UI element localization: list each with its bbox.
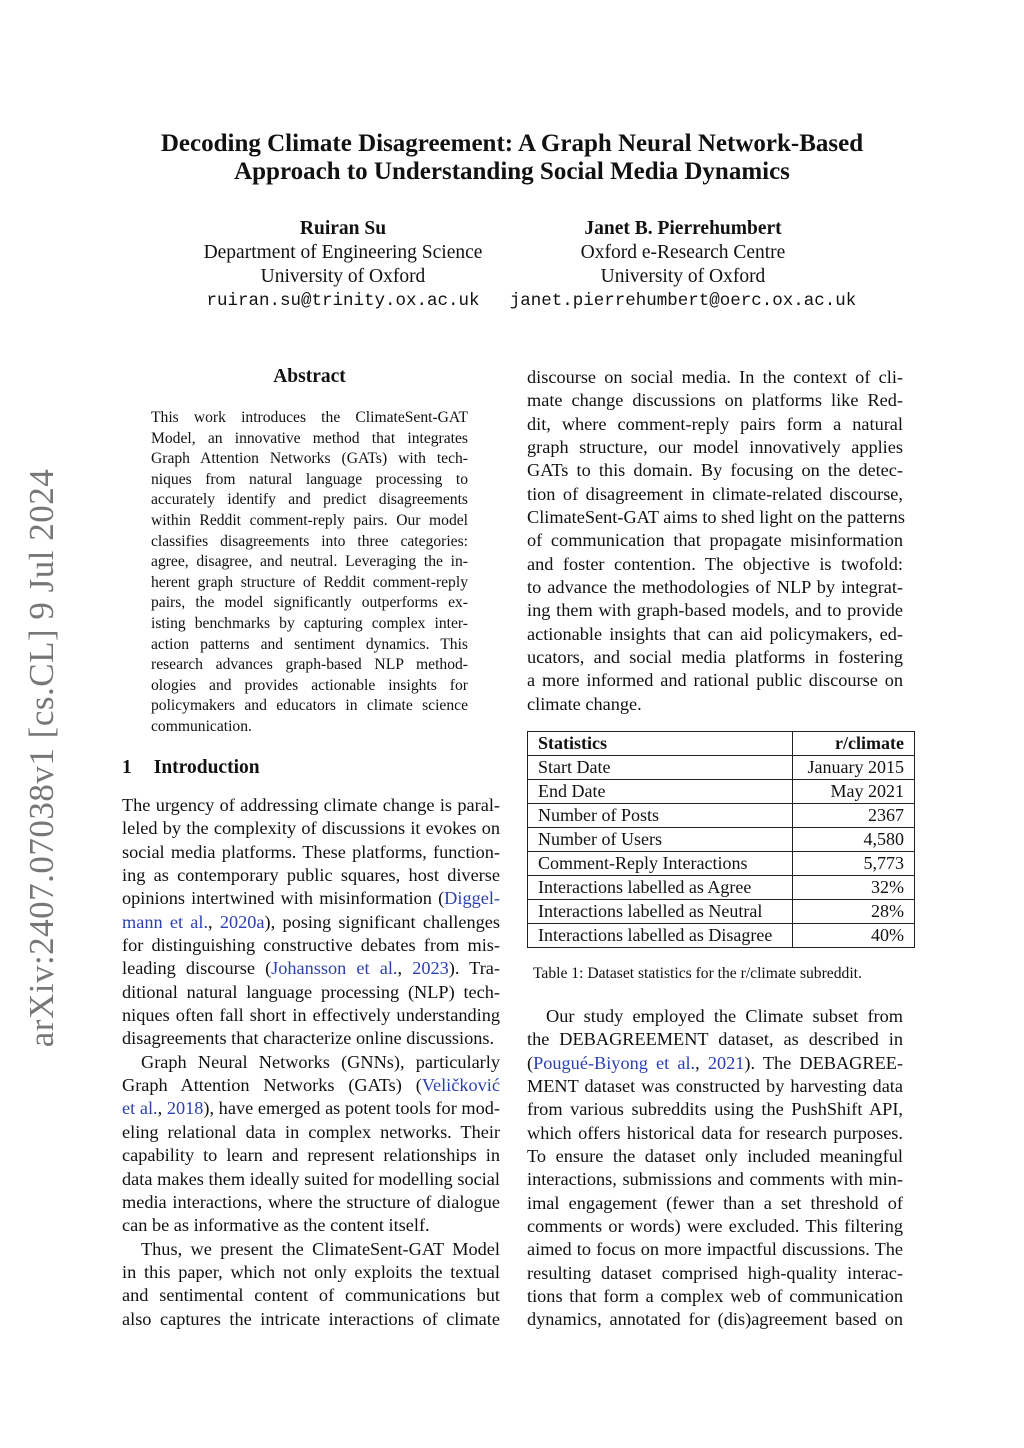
citation-link[interactable]: Johansson et al.: [271, 958, 398, 979]
text-line: of communication that propagate misinformation: [527, 530, 903, 551]
statistics-table: [527, 731, 915, 948]
section-heading: [122, 757, 260, 779]
text-line: disagreements that characterize online discussions.: [122, 1028, 495, 1049]
text-line: classifies disagreements into three categories:: [151, 532, 468, 550]
author-institution: University of Oxford: [600, 266, 766, 287]
citation-link[interactable]: mann et al.: [122, 911, 209, 932]
table-row: [528, 828, 915, 852]
section-title: Introduction: [153, 757, 260, 778]
author-name: Janet B. Pierrehumbert: [584, 218, 782, 239]
text-line: ClimateSent-GAT aims to shed light on the patterns: [527, 507, 905, 528]
abstract-heading: Abstract: [273, 366, 346, 387]
title-line: Approach to Understanding Social Media Dynamics: [234, 158, 790, 185]
text-line: resulting dataset comprised high-quality interac-: [527, 1262, 903, 1283]
text-line: comments or words) were excluded. This filtering: [527, 1216, 903, 1237]
text-line: herent graph structure of Reddit comment-reply: [151, 573, 468, 591]
abstract-body: [151, 408, 468, 738]
text-line: tion of disagreement in climate-related discourse,: [527, 483, 903, 504]
text-line: pairs, the model significantly outperforms ex-: [151, 594, 468, 612]
text-line: accurately identify and predict disagreements: [151, 491, 468, 509]
author-name: Ruiran Su: [299, 218, 387, 239]
author-department: Department of Engineering Science: [203, 242, 483, 263]
text-line: within Reddit comment-reply pairs. Our model: [151, 511, 468, 529]
statistic-value: 5,773: [793, 852, 915, 876]
statistic-value: 4,580: [793, 828, 915, 852]
statistic-value: 2367: [793, 804, 915, 828]
table-caption: Table 1: Dataset statistics for the r/climate subreddit.: [533, 965, 862, 982]
citation-link[interactable]: Pougué-Biyong et al.: [533, 1052, 696, 1073]
text-line: and sentimental content of communications but: [122, 1285, 500, 1306]
statistic-value: January 2015: [793, 756, 915, 780]
left-column-text: [122, 794, 500, 1331]
text-line: communication.: [151, 717, 252, 735]
text-line: Graph Neural Networks (GNNs), particularly: [141, 1051, 500, 1072]
text-line: also captures the intricate interactions of climate: [122, 1308, 500, 1329]
author-department: Oxford e-Research Centre: [580, 242, 786, 263]
text-line: To ensure the dataset only included meaningful: [527, 1146, 903, 1167]
table-row: [528, 780, 915, 804]
text-line: action patterns and sentiment dynamics. This: [151, 635, 468, 653]
citation-link[interactable]: 2020a: [219, 911, 265, 932]
author-institution: University of Oxford: [260, 266, 426, 287]
text-line: Thus, we present the ClimateSent-GAT Model: [141, 1238, 500, 1259]
statistic-label: Interactions labelled as Neutral: [528, 900, 793, 924]
text-line: The urgency of addressing climate change is paral-: [122, 795, 500, 815]
table-header: r/climate: [793, 732, 915, 756]
statistic-value: May 2021: [793, 780, 915, 804]
text-line: imal engagement (fewer than a set threshold of: [527, 1192, 903, 1213]
text-line: a more informed and rational public discourse on: [527, 670, 903, 691]
text-line: which offers historical data for research purposes.: [527, 1122, 903, 1143]
author-email[interactable]: janet.pierrehumbert@oerc.ox.ac.uk: [509, 291, 857, 311]
author-email[interactable]: ruiran.su@trinity.ox.ac.uk: [206, 291, 480, 311]
table-row: [528, 756, 915, 780]
author-2: [503, 217, 863, 313]
text-line: interactions, submissions and comments with min-: [527, 1169, 903, 1190]
statistic-label: Comment-Reply Interactions: [528, 852, 793, 876]
citation-link[interactable]: 2023: [412, 958, 449, 979]
citation-link[interactable]: et al.: [122, 1098, 158, 1119]
text-line: leading discourse (Johansson et al., 2023). Tra-: [122, 958, 500, 979]
text-line: MENT dataset was constructed by harvesting data: [527, 1076, 903, 1097]
text-line: policymakers and educators in climate science: [151, 697, 468, 715]
text-line: (Pougué-Biyong et al., 2021). The DEBAGREE-: [527, 1052, 903, 1073]
statistic-label: Number of Users: [528, 828, 793, 852]
text-line: mann et al., 2020a), posing significant challenges: [122, 911, 500, 932]
text-line: Model, an innovative method that integrates: [151, 429, 468, 447]
table-header: Statistics: [528, 732, 793, 756]
text-line: actionable insights that can aid policymakers, ed-: [527, 623, 903, 644]
title-line: Decoding Climate Disagreement: A Graph Neural Network-Based: [160, 130, 864, 157]
statistic-label: Number of Posts: [528, 804, 793, 828]
text-line: climate change.: [527, 693, 642, 714]
right-column-dataset-text: [527, 1005, 903, 1332]
arxiv-identifier: arXiv:2407.07038v1 [cs.CL] 9 Jul 2024: [22, 468, 61, 1048]
text-line: et al., 2018), have emerged as potent tools for mod-: [122, 1098, 501, 1119]
text-line: niques often fall short in effectively understanding: [122, 1005, 500, 1026]
statistic-value: 32%: [793, 876, 915, 900]
section-number: 1: [122, 757, 132, 778]
text-line: opinions intertwined with misinformation (Diggel-: [122, 888, 500, 909]
citation-link[interactable]: Diggel-: [444, 888, 500, 909]
text-line: capability to learn and represent relationships in: [122, 1145, 500, 1166]
text-line: graph structure, our model innovatively applies: [527, 437, 903, 458]
text-line: media interactions, where the structure of dialogue: [122, 1191, 500, 1212]
statistic-label: End Date: [528, 780, 793, 804]
text-line: research advances graph-based NLP method-: [151, 656, 468, 674]
right-column-intro-text: [527, 366, 903, 716]
text-line: dit, where comment-reply pairs form a natural: [527, 413, 903, 434]
text-line: Our study employed the Climate subset from: [546, 1006, 903, 1026]
text-line: in this paper, which not only exploits the textual: [122, 1261, 500, 1282]
table-row: [528, 900, 915, 924]
statistic-value: 28%: [793, 900, 915, 924]
text-line: niques from natural language processing to: [151, 470, 468, 488]
table-row: [528, 852, 915, 876]
table-row: [528, 876, 915, 900]
text-line: ing as contemporary public squares, host diverse: [122, 865, 500, 886]
author-1: [193, 217, 493, 313]
text-line: Graph Attention Networks (GATs) (Veličković: [122, 1075, 500, 1096]
text-line: eling relational data in complex networks. Their: [122, 1121, 500, 1142]
text-line: to advance the methodologies of NLP by integrat-: [527, 577, 903, 598]
text-line: This work introduces the ClimateSent-GAT: [151, 409, 468, 426]
text-line: social media platforms. These platforms, function-: [122, 841, 500, 862]
text-line: Graph Attention Networks (GATs) with tech-: [151, 450, 468, 468]
statistic-label: Start Date: [528, 756, 793, 780]
text-line: from various subreddits using the PushShift API,: [527, 1099, 903, 1120]
text-line: isting benchmarks by capturing complex inter-: [151, 614, 468, 632]
text-line: and foster contention. The objective is twofold:: [527, 553, 903, 574]
text-line: ologies and provides actionable insights for: [151, 676, 468, 694]
paper-title: [0, 130, 1024, 186]
text-line: aimed to focus on more impactful discussions. The: [527, 1239, 903, 1260]
statistic-value: 40%: [793, 924, 915, 948]
statistic-label: Interactions labelled as Agree: [528, 876, 793, 900]
text-line: agree, disagree, and neutral. Leveraging the in-: [151, 553, 468, 571]
text-line: ditional natural language processing (NLP) tech-: [122, 981, 500, 1002]
text-line: mate change discussions on platforms like Red-: [527, 390, 903, 411]
text-line: dynamics, annotated for (dis)agreement based on: [527, 1309, 903, 1330]
text-line: leled by the complexity of discussions it evokes on: [122, 818, 500, 839]
table-row: [528, 804, 915, 828]
statistic-label: Interactions labelled as Disagree: [528, 924, 793, 948]
text-line: GATs to this domain. By focusing on the detec-: [527, 460, 903, 481]
text-line: data makes them ideally suited for modelling social: [122, 1168, 500, 1189]
citation-link[interactable]: 2021: [707, 1052, 745, 1073]
text-line: for distinguishing constructive debates from mis-: [122, 935, 500, 956]
text-line: ucators, and social media platforms in fostering: [527, 647, 903, 668]
text-line: the DEBAGREEMENT dataset, as described in: [527, 1029, 903, 1050]
text-line: tions that form a complex web of communication: [527, 1286, 903, 1307]
table-row: [528, 924, 915, 948]
citation-link[interactable]: 2018: [166, 1098, 204, 1119]
text-line: ing them with graph-based models, and to provide: [527, 600, 903, 621]
citation-link[interactable]: Veličković: [421, 1075, 500, 1096]
text-line: can be as informative as the content itself.: [122, 1215, 430, 1236]
text-line: discourse on social media. In the context of cli-: [527, 367, 903, 387]
table-header-row: [528, 732, 915, 756]
